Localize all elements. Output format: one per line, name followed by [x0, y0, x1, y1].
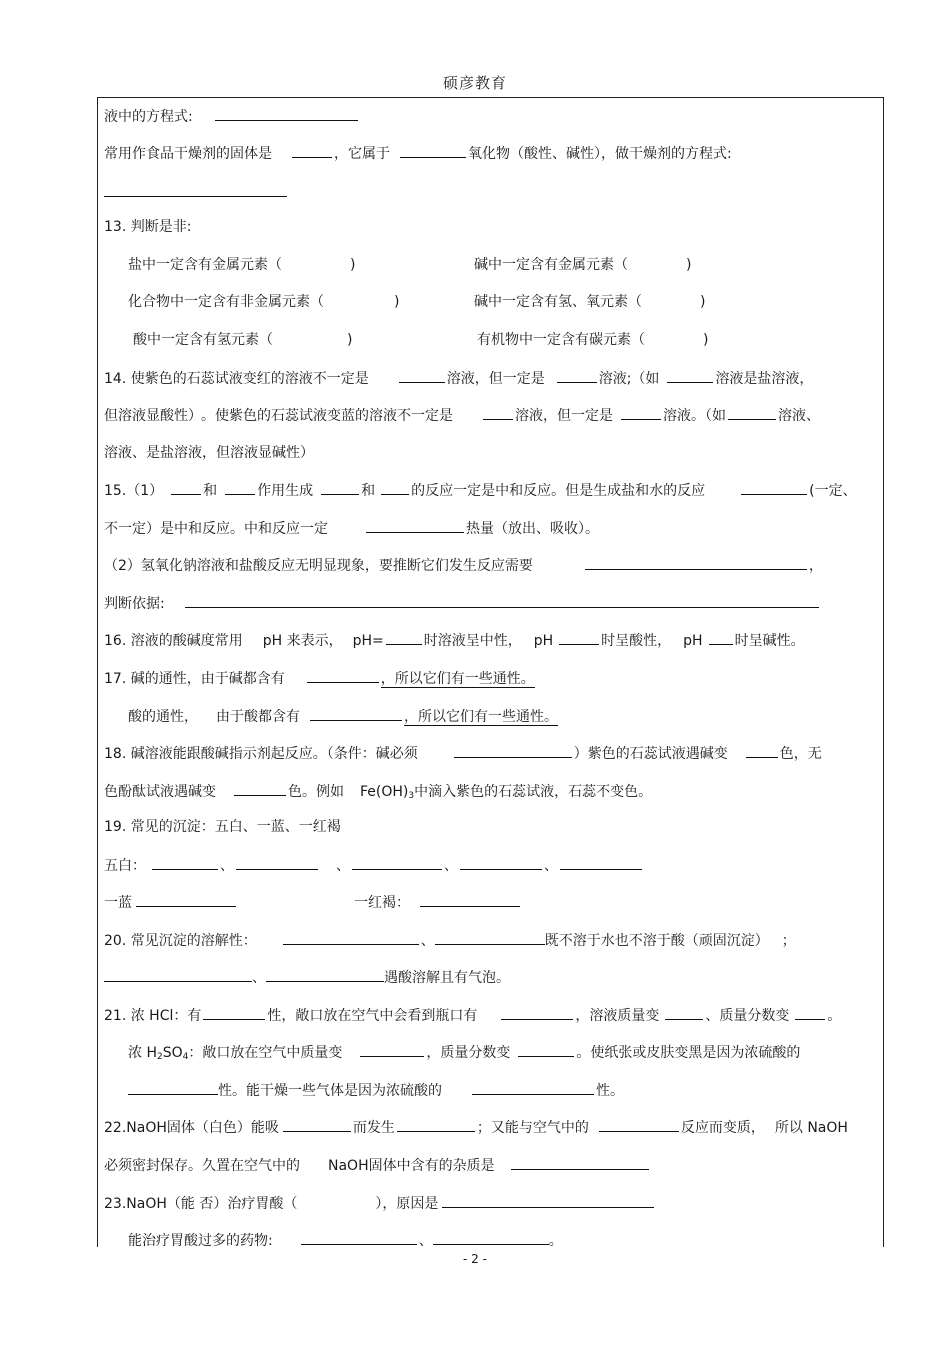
blank[interactable]	[136, 892, 236, 907]
q18-line2: 色酚酞试液遇碱变 色。例如 $Fe(OH)_3$中滴入紫色的石蕊试液，石蕊不变色。	[104, 781, 652, 806]
blank[interactable]	[104, 182, 287, 197]
blank[interactable]	[307, 668, 379, 683]
q16-line: 16. 溶液的酸碱度常用 pH 来表示， pH= 时溶液呈中性， pH 时呈酸性， pH 时呈碱性。	[104, 630, 805, 651]
blank[interactable]	[511, 1155, 649, 1170]
blank[interactable]	[599, 1117, 679, 1132]
blank[interactable]	[585, 555, 807, 570]
blank[interactable]	[795, 1005, 825, 1020]
blank[interactable]	[266, 967, 384, 982]
blank[interactable]	[472, 1080, 594, 1095]
page-number: - 2 -	[463, 1252, 487, 1266]
blank[interactable]	[557, 368, 597, 383]
blank[interactable]	[310, 706, 402, 721]
q13-item-a: 盐中一定含有金属元素（ )	[128, 257, 356, 273]
blank[interactable]	[360, 1042, 424, 1057]
q15-line2: 不一定）是中和反应。中和反应一定 热量（放出、吸收）。	[104, 518, 599, 539]
q13-item-d: 碱中一定含有氢、氧元素（ )	[474, 294, 706, 310]
q15-line1: 15.（1） 和 作用生成 和 的反应一定是中和反应。但是生成盐和水的反应 (一定、	[104, 480, 857, 501]
blank[interactable]	[559, 630, 599, 645]
blank[interactable]	[171, 480, 201, 495]
blank[interactable]	[454, 743, 572, 758]
blank[interactable]	[215, 106, 358, 121]
q13-item-c: 化合物中一定含有非金属元素（ )	[128, 294, 400, 310]
blank[interactable]	[435, 930, 545, 945]
blank[interactable]	[225, 480, 255, 495]
blank[interactable]	[283, 1117, 351, 1132]
q17-line1: 17. 碱的通性，由于碱都含有 ，所以它们有一些通性。	[104, 668, 535, 689]
blank[interactable]	[501, 1005, 573, 1020]
page-header: 硕彦教育	[442, 74, 507, 92]
line-equation: 液中的方程式:	[104, 106, 360, 127]
blank[interactable]	[460, 855, 542, 870]
q13-item-e: 酸中一定含有氢元素（ )	[133, 332, 353, 348]
q13-title: 13. 判断是非:	[104, 219, 192, 235]
blank[interactable]	[321, 480, 359, 495]
blank[interactable]	[203, 1005, 265, 1020]
blank[interactable]	[185, 593, 819, 608]
q22-line2: 必须密封保存。久置在空气中的 NaOH固体中含有的杂质是	[104, 1155, 651, 1176]
blank[interactable]	[234, 781, 286, 796]
q20-line2: 、 遇酸溶解且有气泡。	[104, 967, 510, 988]
blank[interactable]	[128, 1080, 218, 1095]
blank[interactable]	[366, 518, 464, 533]
q15-line3: （2）氢氧化钠溶液和盐酸反应无明显现象，要推断它们发生反应需要 ，	[104, 555, 823, 576]
q15-line4: 判断依据:	[104, 593, 821, 614]
q22-line1: 22.NaOH固体（白色）能吸 而发生 ；又能与空气中的 反应而变质， 所以 NaOH	[104, 1117, 848, 1138]
q14-line1: 14. 使紫色的石蕊试液变红的溶液不一定是 溶液，但一定是 溶液;（如 溶液是盐溶液，	[104, 368, 813, 389]
blank[interactable]	[728, 405, 776, 420]
q20-line1: 20. 常见沉淀的溶解性： 、 既不溶于水也不溶于酸（顽固沉淀） ；	[104, 930, 796, 951]
blank[interactable]	[386, 630, 422, 645]
q21-line1: 21. 浓 HCl：有 性，敞口放在空气中会看到瓶口有 ，溶液质量变 、质量分数变 。	[104, 1005, 841, 1026]
q18-line1: 18. 碱溶液能跟酸碱指示剂起反应。（条件：碱必须 ）紫色的石蕊试液遇碱变 色，无	[104, 743, 822, 764]
q19-title: 19. 常见的沉淀：五白、一蓝、一红褐	[104, 819, 341, 835]
blank[interactable]	[741, 480, 807, 495]
q21-line3: 性。能干燥一些气体是因为浓硫酸的 性。	[128, 1080, 624, 1101]
blank[interactable]	[433, 1230, 549, 1245]
blank[interactable]	[152, 855, 218, 870]
q14-line2: 但溶液显酸性） 。使紫色的石蕊试液变蓝的溶液不一定是 溶液，但一定是 溶液。（如 溶液、	[104, 405, 820, 426]
blank[interactable]	[667, 368, 713, 383]
blank[interactable]	[442, 1193, 654, 1208]
q21-line2: 浓 $H_2SO_4$：敞口放在空气中质量变 ，质量分数变 。使纸张或皮肤变黑是因为浓硫酸的	[128, 1042, 800, 1067]
q23-line1: 23.NaOH（能 否）治疗胃酸（ ），原因是	[104, 1193, 656, 1214]
q23-line2: 能治疗胃酸过多的药物: 、 。	[128, 1230, 563, 1251]
blank[interactable]	[400, 143, 466, 158]
blank[interactable]	[709, 630, 733, 645]
blank[interactable]	[236, 855, 318, 870]
blank[interactable]	[301, 1230, 417, 1245]
blank[interactable]	[746, 743, 778, 758]
blank[interactable]	[381, 480, 409, 495]
line-desiccant-eq	[104, 182, 287, 203]
q13-item-f: 有机物中一定含有碳元素（ )	[477, 332, 709, 348]
blank[interactable]	[560, 855, 642, 870]
q14-line3: 溶液、是盐溶液，但溶液显碱性）	[104, 445, 314, 461]
blank[interactable]	[283, 930, 419, 945]
q19-white: 五白： 、 、 、 、	[104, 855, 644, 876]
blank[interactable]	[104, 967, 252, 982]
line-desiccant: 常用作食品干燥剂的固体是 ，它属于 氧化物（酸性、碱性），做干燥剂的方程式:	[104, 143, 732, 164]
q19-blue-red: 一蓝 一红褐：	[104, 892, 522, 913]
blank[interactable]	[621, 405, 661, 420]
blank[interactable]	[399, 368, 445, 383]
blank[interactable]	[397, 1117, 475, 1132]
blank[interactable]	[483, 405, 513, 420]
q13-item-b: 碱中一定含有金属元素（ )	[474, 257, 692, 273]
q17-line2: 酸的通性， 由于酸都含有 ，所以它们有一些通性。	[128, 706, 558, 727]
blank[interactable]	[420, 892, 520, 907]
blank[interactable]	[352, 855, 442, 870]
blank[interactable]	[665, 1005, 703, 1020]
blank[interactable]	[518, 1042, 574, 1057]
blank[interactable]	[292, 143, 332, 158]
